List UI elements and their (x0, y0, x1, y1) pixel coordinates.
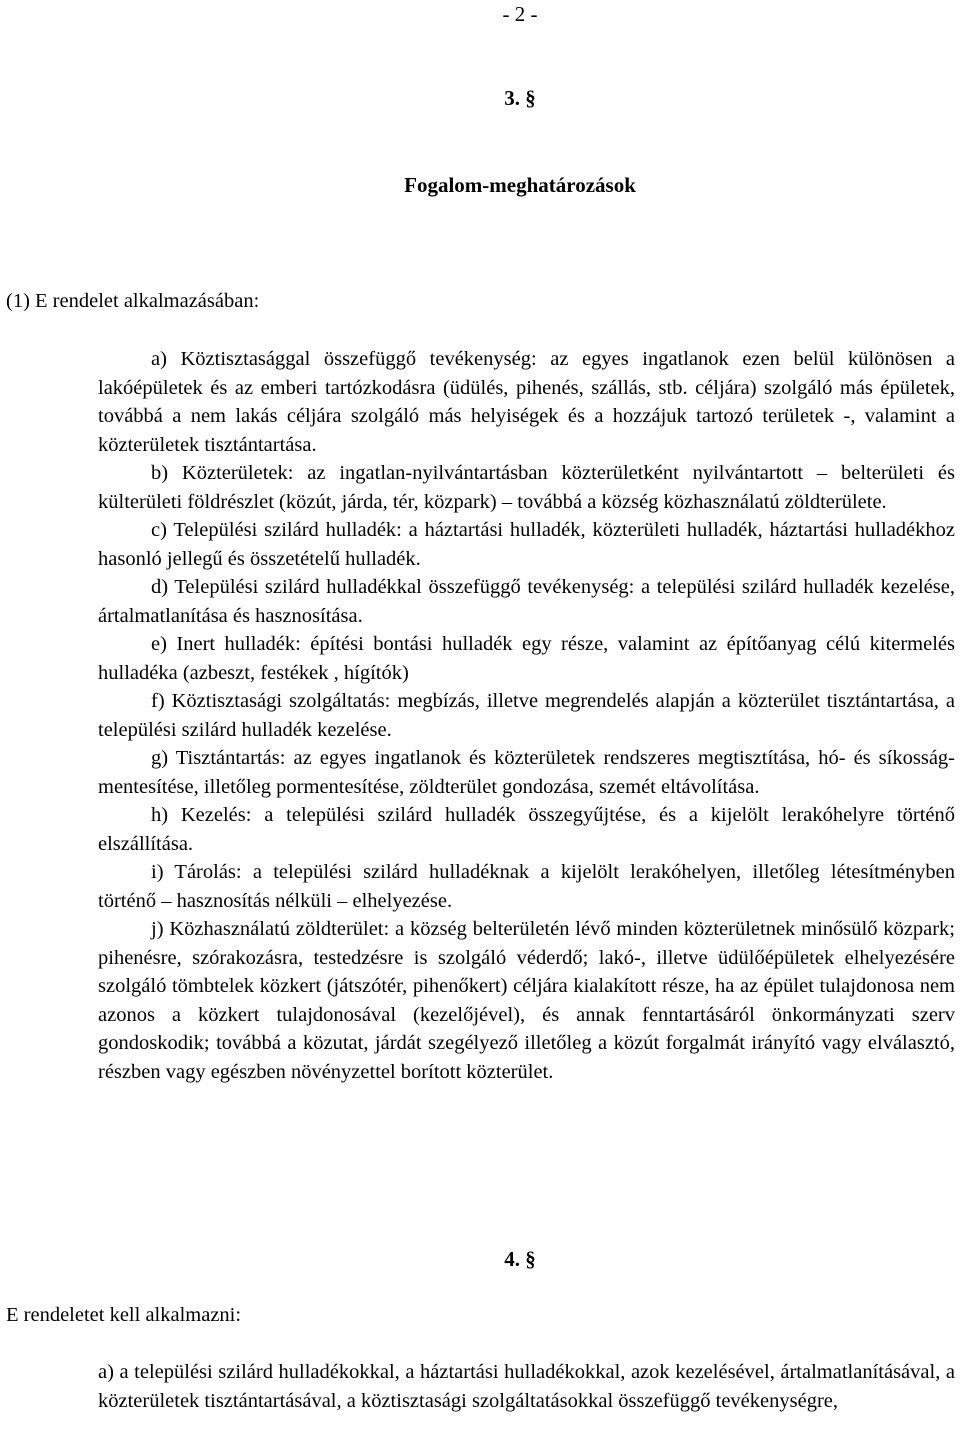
section-3-intro: (1) E rendelet alkalmazásában: (6, 290, 260, 312)
definition-b: b) Közterületek: az ingatlan-nyilvántartásban közterületként nyilvántartott – belterületi és külterületi földrészlet (közút, járda, tér, közpark) – továbbá a község közhasználatú zöldterülete. (98, 462, 955, 513)
scope-list (98, 1358, 955, 1415)
scope-item-a: a) a települési szilárd hulladékokkal, a háztartási hulladékokkal, azok kezelésével, ártalmatlanításával, a közterületek tisztántartásával, a köztisztasági szolgáltatásokkal összefüggő tevékenységre, (98, 1361, 955, 1412)
definition-f: f) Köztisztasági szolgáltatás: megbízás, illetve megrendelés alapján a közterület tisztántartása, a települési szilárd hulladék kezelése. (98, 690, 955, 741)
definition-e: e) Inert hulladék: építési bontási hulladék egy része, valamint az építőanyag célú kitermelés hulladéka (azbeszt, festékek , hígítók) (98, 633, 955, 684)
page-number: - 2 - (502, 2, 538, 26)
section-3-title: Fogalom-meghatározások (404, 173, 636, 197)
definition-i: i) Tárolás: a települési szilárd hulladéknak a kijelölt lerakóhelyen, illetőleg létesítményben történő – hasznosítás nélküli – elhelyezése. (98, 861, 955, 912)
definition-g: g) Tisztántartás: az egyes ingatlanok és közterületek rendszeres megtisztítása, hó- és síkosság-mentesítése, illetőleg pormentesítése, zöldterület gondozása, szemét eltávolítása. (98, 747, 955, 798)
section-4-intro: E rendeletet kell alkalmazni: (6, 1304, 242, 1326)
definition-c: c) Települési szilárd hulladék: a háztartási hulladék, közterületi hulladék, háztartási hulladékhoz hasonló jellegű és összetételű hulladék. (98, 519, 955, 570)
section-4-number: 4. § (504, 1247, 536, 1271)
definition-a: a) Köztisztasággal összefüggő tevékenység: az egyes ingatlanok ezen belül különösen a lakóépületek és az emberi tartózkodásra (üdülés, pihenés, szállás, stb. céljára) szolgáló más épületek, továbbá a nem lakás céljára szolgáló más helyiségek és a hozzájuk tartozó területek -, valamint a közterületek tisztántartása. (98, 348, 955, 456)
definition-d: d) Települési szilárd hulladékkal összefüggő tevékenység: a települési szilárd hulladék kezelése, ártalmatlanítása és hasznosítása. (98, 576, 955, 627)
definitions-list (98, 345, 955, 1086)
definition-j: j) Közhasználatú zöldterület: a község belterületén lévő minden közterületnek minősülő közpark; pihenésre, szórakozásra, testedzésre is szolgáló véderdő; lakó-, illetve üdülőépületek elhelyezésére szolgáló tömbtelek közkert (játszótér, pihenőkert) céljára kialakított része, ha az épület tulajdonosa nem azonos a közkert tulajdonosával (kezelőjével), és annak fenntartásáról önkormányzati szerv gondoskodik; továbbá a közutat, járdát szegélyező illetőleg a közút forgalmát irányító vagy elválasztó, részben vagy egészben növényzettel borított közterület. (98, 918, 955, 1083)
definition-h: h) Kezelés: a települési szilárd hulladék összegyűjtése, és a kijelölt lerakóhelyre történő elszállítása. (98, 804, 955, 855)
section-3-number: 3. § (504, 86, 536, 110)
